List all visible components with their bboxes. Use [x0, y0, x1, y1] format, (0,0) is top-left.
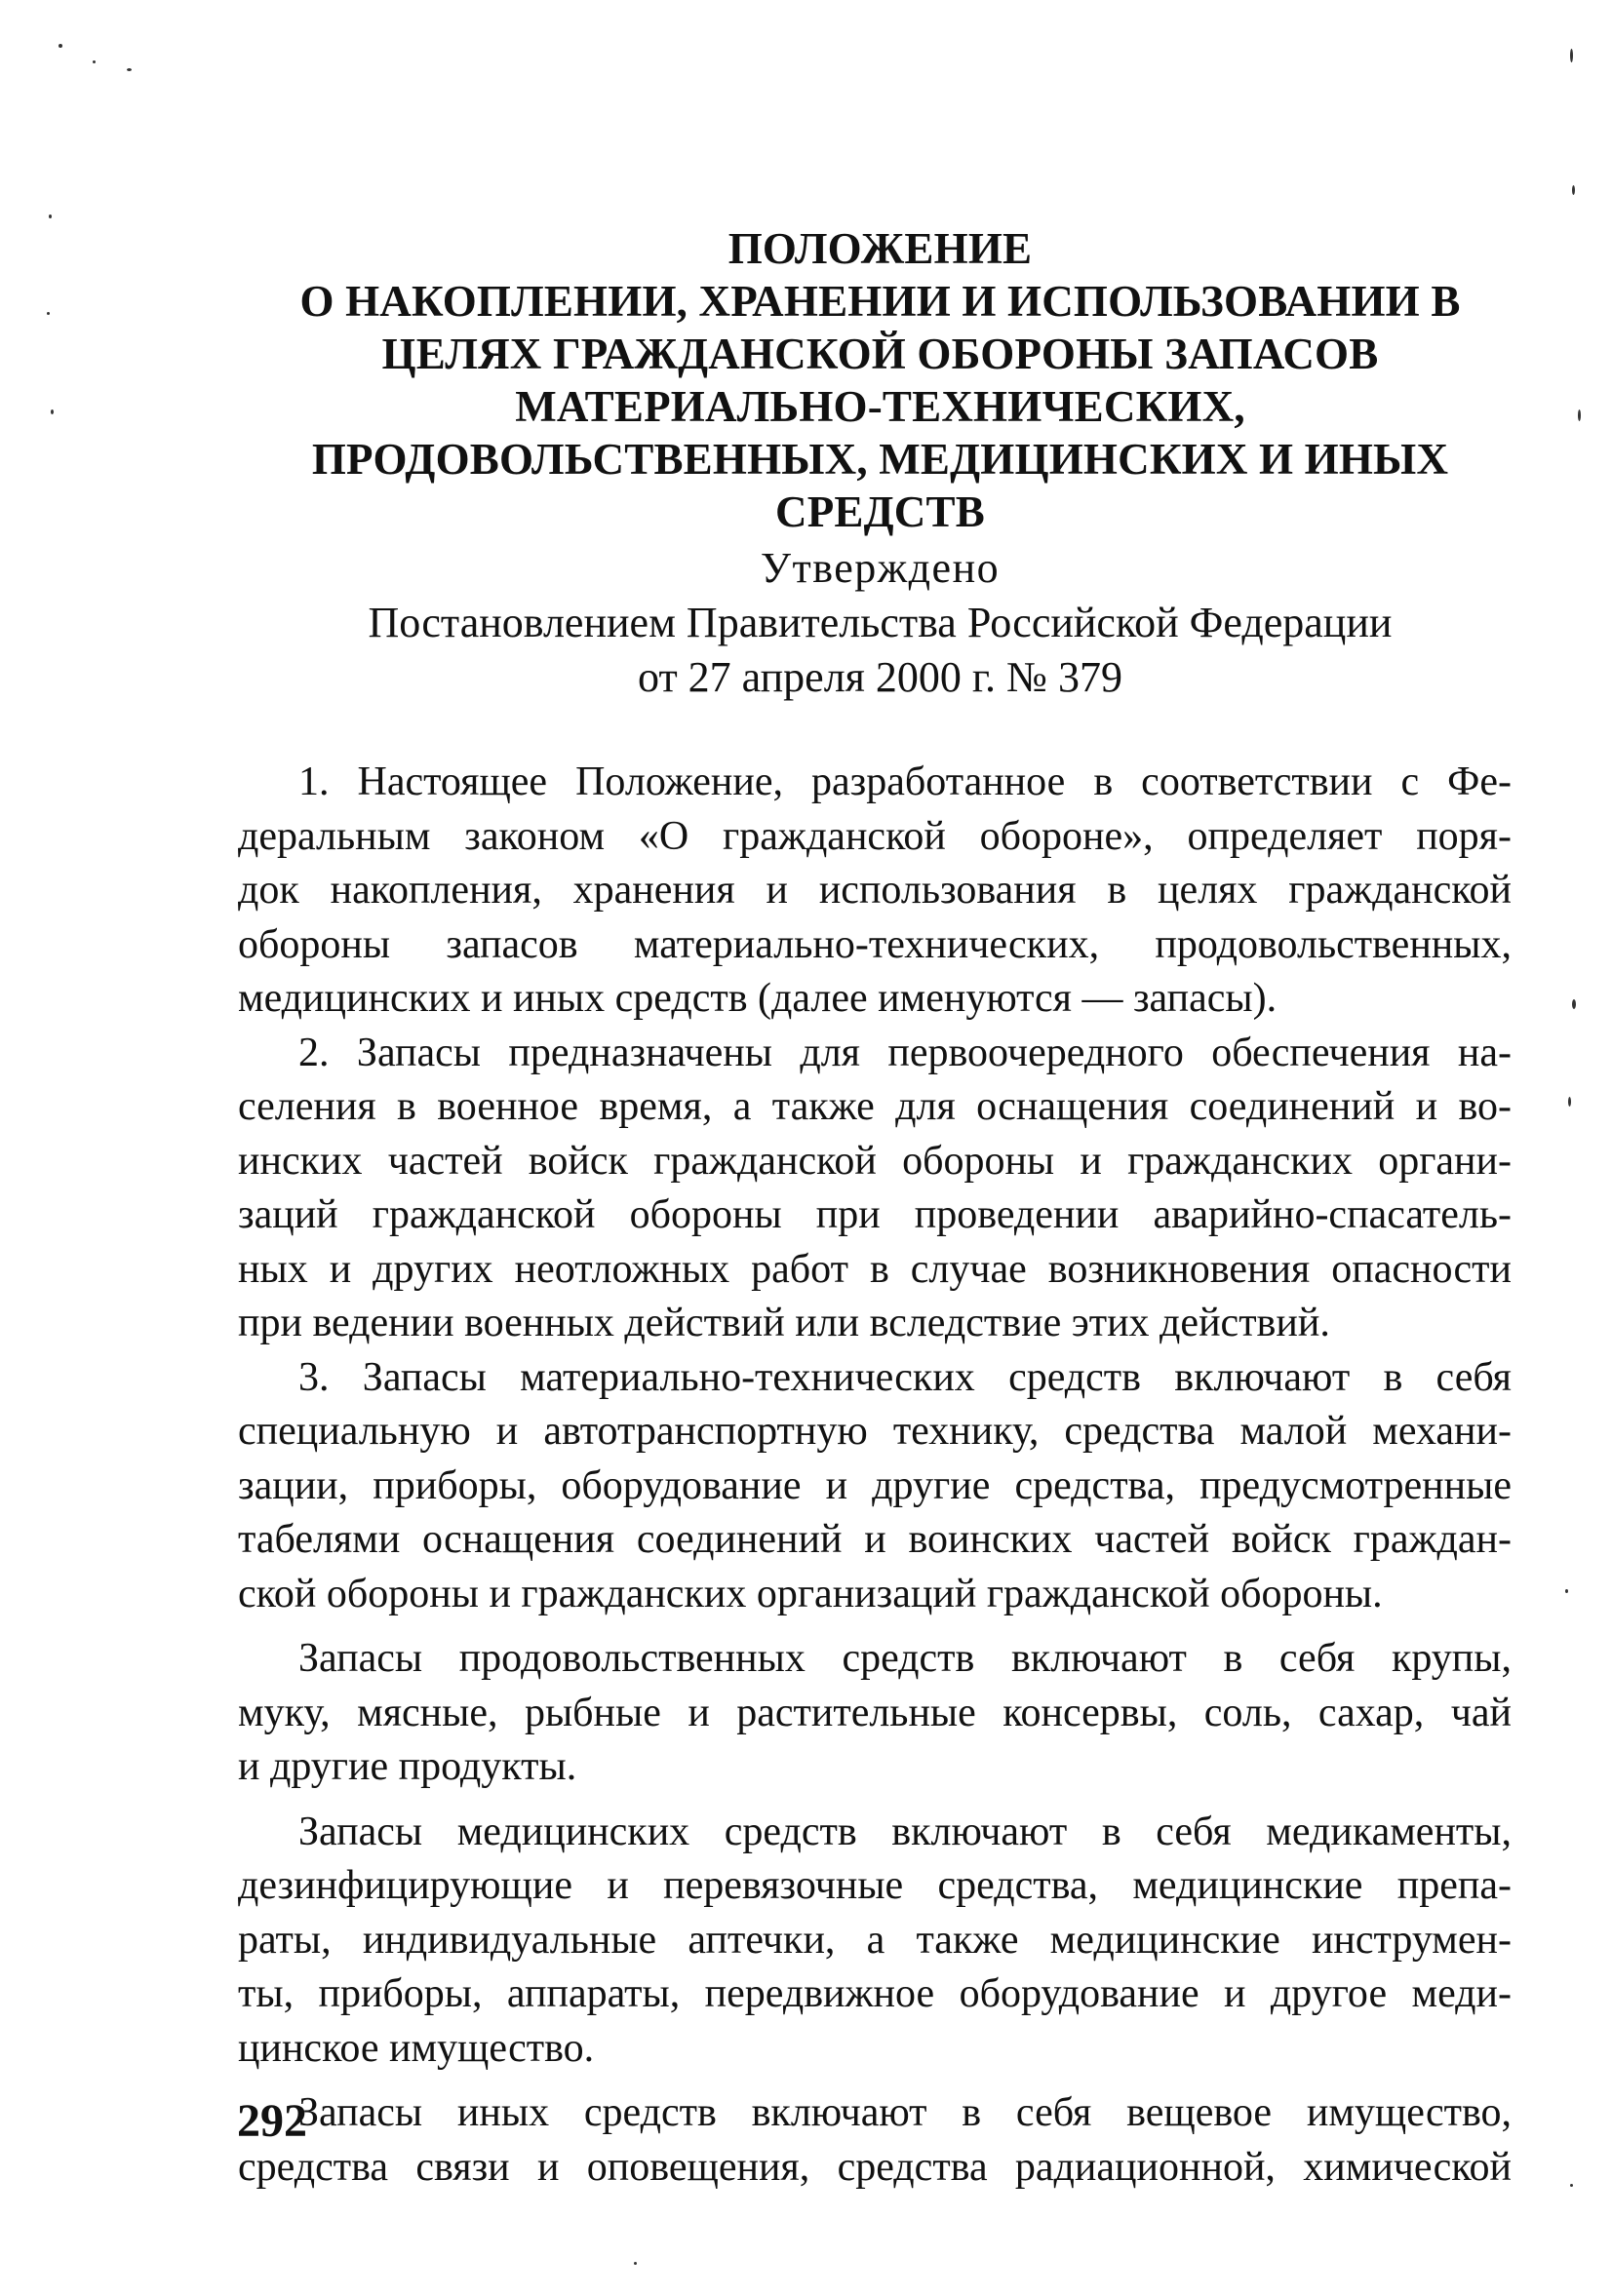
text-line: ных и других неотложных работ в случае возникновения опасности [238, 1246, 1512, 1292]
text-line: 2. Запасы предназначены для первоочередного обеспечения на- [298, 1030, 1512, 1075]
title-line: ЦЕЛЯХ ГРАЖДАНСКОЙ ОБОРОНЫ ЗАПАСОВ [381, 330, 1379, 378]
paragraph-food-supplies [238, 1632, 1512, 1795]
title-line: ПРОДОВОЛЬСТВЕННЫХ, МЕДИЦИНСКИХ И ИНЫХ [311, 435, 1449, 484]
text-line: ты, приборы, аппараты, передвижное оборудование и другое меди- [238, 1971, 1512, 2016]
text-line: раты, индивидуальные аптечки, а также медицинские инструмен- [238, 1917, 1512, 1963]
scan-speck [1570, 2184, 1573, 2187]
paragraph-1 [238, 756, 1512, 1027]
text-line: табелями оснащения соединений и воинских частей войск граждан- [238, 1517, 1512, 1562]
text-line: 1. Настоящее Положение, разработанное в соответствии с Фе- [298, 759, 1512, 804]
text-line: инских частей войск гражданской обороны и гражданских органи- [238, 1138, 1512, 1184]
text-line: Запасы продовольственных средств включают в себя крупы, [298, 1636, 1512, 1681]
title-line: О НАКОПЛЕНИИ, ХРАНЕНИИ И ИСПОЛЬЗОВАНИИ В [299, 277, 1461, 326]
text-line: заций гражданской обороны при проведении аварийно-спасатель- [238, 1192, 1512, 1237]
text-line: медицинских и иных средств (далее именуются — запасы). [238, 976, 1278, 1021]
body-text [238, 756, 1512, 2195]
approval-date: от 27 апреля 2000 г. № 379 [638, 653, 1122, 701]
scan-speck [49, 214, 52, 218]
title-line: ПОЛОЖЕНИЕ [727, 224, 1033, 273]
approval-note [234, 541, 1526, 705]
text-line: селения в военное время, а также для оснащения соединений и во- [238, 1084, 1512, 1129]
scan-speck [634, 2262, 637, 2265]
text-line: муку, мясные, рыбные и растительные консервы, соль, сахар, чай [238, 1690, 1512, 1735]
scan-speck [47, 312, 50, 315]
text-line: и другие продукты. [238, 1744, 577, 1789]
document-title [234, 222, 1526, 538]
scan-speck [1568, 1097, 1571, 1107]
text-line: обороны запасов материально-технических, продовольственных, [238, 921, 1512, 967]
scan-speck [59, 44, 62, 48]
text-line: Запасы иных средств включают в себя вещевое имущество, [298, 2090, 1512, 2135]
scan-speck [1570, 49, 1573, 62]
text-line: 3. Запасы материально-технических средств включают в себя [298, 1354, 1512, 1400]
paragraph-medical-supplies [238, 1806, 1512, 2077]
scan-speck [93, 60, 96, 63]
text-line: при ведении военных действий или вследствие этих действий. [238, 1301, 1330, 1345]
scan-speck [1572, 999, 1576, 1009]
text-line: ской обороны и гражданских организаций гражданской обороны. [238, 1571, 1383, 1616]
paragraph-other-supplies [238, 2086, 1512, 2195]
title-line: МАТЕРИАЛЬНО-ТЕХНИЧЕСКИХ, [515, 382, 1245, 431]
scan-speck [1565, 1589, 1568, 1593]
paragraph-3 [238, 1351, 1512, 1622]
page-number: 292 [237, 2095, 307, 2147]
scan-speck [1578, 409, 1581, 421]
scan-speck [127, 68, 132, 71]
paragraph-2 [238, 1027, 1512, 1351]
text-line: зации, приборы, оборудование и другие средства, предусмотренные [238, 1462, 1512, 1508]
scan-speck [51, 409, 54, 414]
text-line: док накопления, хранения и использования в целях гражданской [238, 868, 1512, 913]
text-line: Запасы медицинских средств включают в себя медикаменты, [298, 1809, 1512, 1854]
text-line: дезинфицирующие и перевязочные средства, медицинские препа- [238, 1863, 1512, 1908]
text-line: цинское имущество. [238, 2025, 595, 2071]
approving-authority: Постановлением Правительства Российской Федерации [368, 599, 1393, 646]
approved-label: Утверждено [760, 544, 1001, 592]
text-line: специальную и автотранспортную технику, средства малой механи- [238, 1409, 1512, 1454]
text-line: средства связи и оповещения, средства радиационной, химической [238, 2144, 1512, 2190]
title-line: СРЕДСТВ [775, 487, 985, 536]
text-line: деральным законом «О гражданской обороне», определяет поря- [238, 813, 1512, 859]
scan-speck [1572, 185, 1575, 195]
